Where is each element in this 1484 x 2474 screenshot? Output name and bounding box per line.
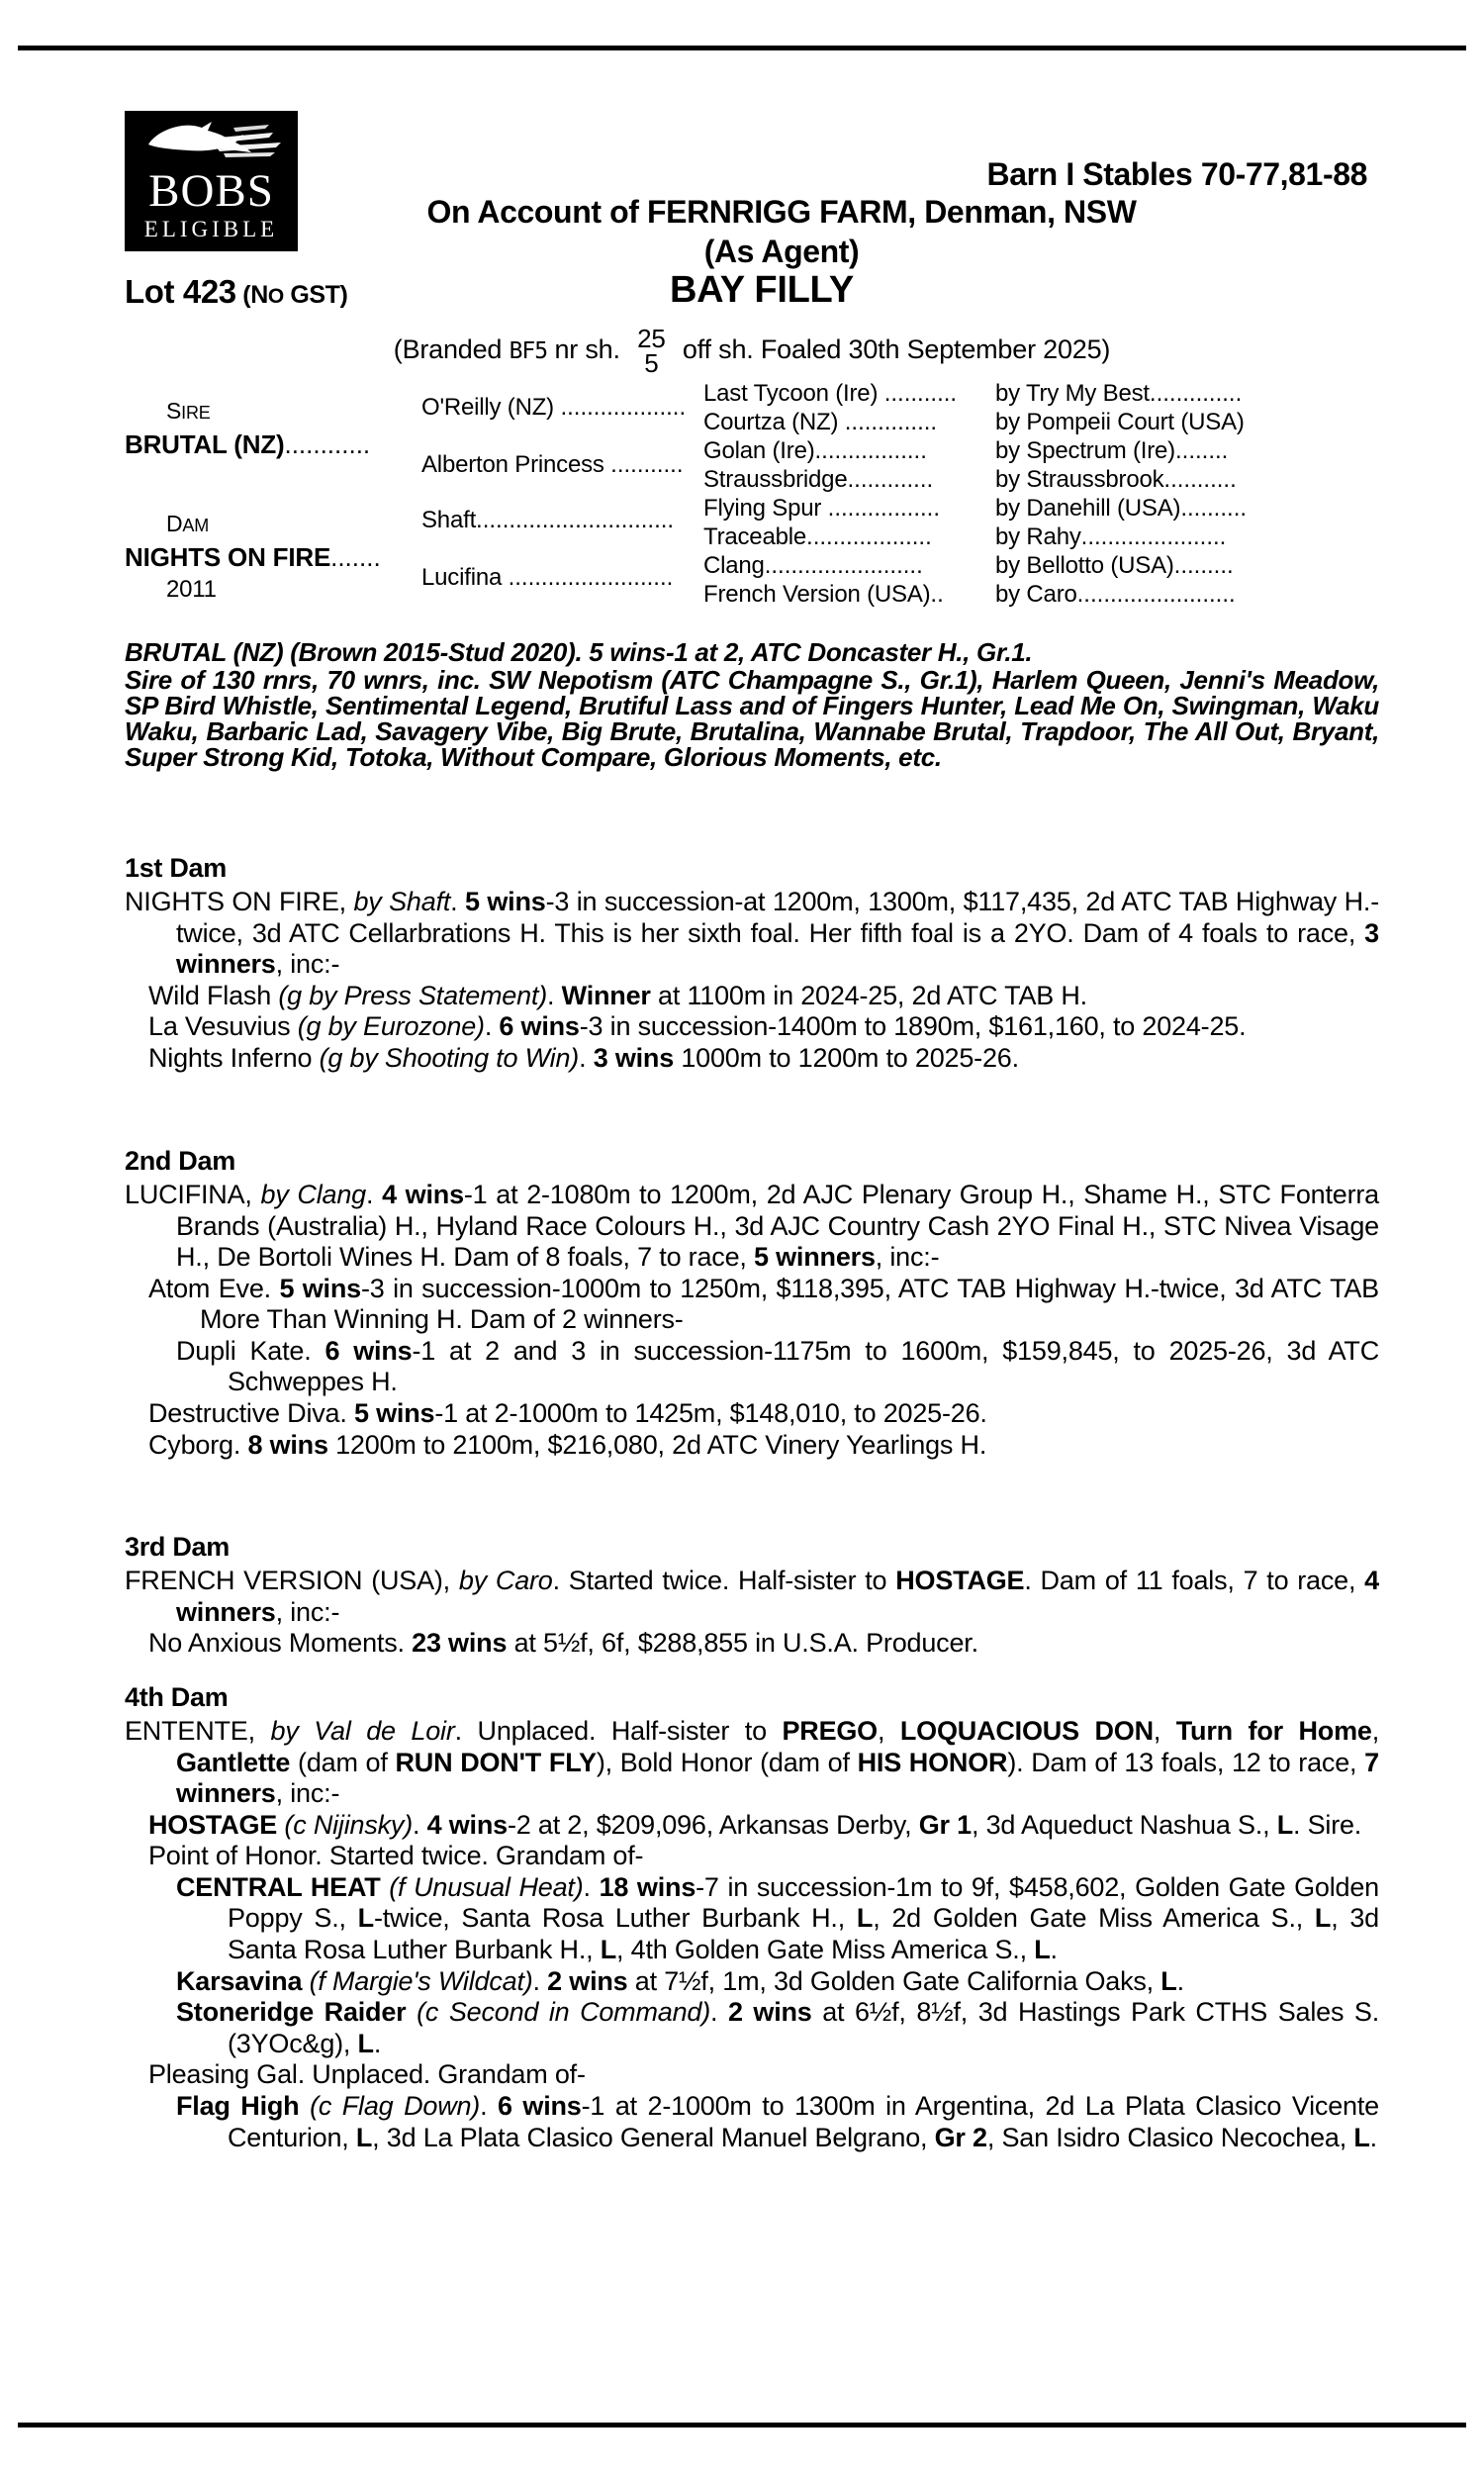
dam-main-entry: FRENCH VERSION (USA), by Caro. Started twice. Half-sister to HOSTAGE. Dam of 11 foals, 7 to race, 4 winners, inc:- [125,1566,1379,1627]
pedigree-cell: Traceable................... [703,523,932,550]
sire-performance-note [125,639,1379,772]
sire-note-line-2: Sire of 130 rnrs, 70 wnrs, inc. SW Nepotism (ATC Champagne S., Gr.1), Harlem Queen, Jenni's Meadow, SP Bird Whistle, Sentimental Legend, Brutiful Lass and of Fingers Hunter, Lead Me On, Swingman, Waku Waku, Barbaric Lad, Savagery Vibe, Big Brute, Brutalina, Wannabe Brutal, Trapdoor, The All Out, Bryant, Super Strong Kid, Totoka, Without Compare, Glorious Moments, etc. [125,665,1379,772]
pedigree-cell: O'Reilly (NZ) ................... [421,394,687,421]
logo-wordmark: BOBS [148,165,274,217]
second-dam-section [125,1146,1379,1461]
brand-numerator: 25 [637,324,666,353]
progeny-entry: La Vesuvius (g by Eurozone). 6 wins-3 in succession-1400m to 1890m, $161,160, to 2024-25. [148,1011,1247,1042]
pedigree-cell: by Try My Best.............. [995,380,1243,407]
pedigree-cell: by Caro........................ [995,581,1236,608]
dam-label: DAM [166,511,210,536]
progeny-entry: Point of Honor. Started twice. Grandam of- [148,1841,644,1871]
progeny-entry: CENTRAL HEAT (f Unusual Heat). 18 wins-7 in succession-1m to 9f, $458,602, Golden Gate Golden Poppy S., L-twice, Santa Rosa Luther Burbank H., L, 2d Golden Gate Miss America S., L, 3d Santa Rosa Luther Burbank H., L, 4th Golden Gate Miss America S., L. [176,1871,1379,1965]
section-heading: 3rd Dam [125,1532,230,1562]
pedigree-cell: Shaft.............................. [421,507,675,533]
progeny-entry: HOSTAGE (c Nijinsky). 4 wins-2 at 2, $209,096, Arkansas Derby, Gr 1, 3d Aqueduct Nashua S., L. Sire. [148,1809,1362,1840]
page-top-rule [18,46,1466,50]
sire-note-line-1: BRUTAL (NZ) (Brown 2015-Stud 2020). 5 wins-1 at 2, ATC Doncaster H., Gr.1. [125,637,1033,667]
pedigree-cell: by Spectrum (Ire)........ [995,437,1229,464]
horse-head-icon [125,111,298,170]
brand-middle: nr sh. [554,334,620,365]
lot-number: Lot 423 [125,273,236,310]
pedigree-table [125,378,1381,616]
pedigree-cell: Courtza (NZ) .............. [703,409,938,435]
progeny-entry: Atom Eve. 5 wins-3 in succession-1000m to 1250m, $118,395, ATC TAB Highway H.-twice, 3d ATC TAB More Than Winning H. Dam of 2 winners- [148,1273,1379,1335]
foaling-text: off sh. Foaled 30th September 2025) [682,334,1111,365]
dam-main-entry: LUCIFINA, by Clang. 4 wins-1 at 2-1080m to 1200m, 2d AJC Plenary Group H., Shame H., STC Fonterra Brands (Australia) H., Hyland Race Colours H., 3d AJC Country Cash 2YO Final H., STC Nivea Visage H., De Bortoli Wines H. Dam of 8 foals, 7 to race, 5 winners, inc:- [125,1180,1379,1273]
section-heading: 4th Dam [125,1682,229,1712]
dam-main-entry: ENTENTE, by Val de Loir. Unplaced. Half-sister to PREGO, LOQUACIOUS DON, Turn for Home, Gantlette (dam of RUN DON'T FLY), Bold Honor (dam of HIS HONOR). Dam of 13 foals, 12 to race, 7 winners, inc:- [125,1716,1380,1809]
brand-prefix: (Branded [393,334,503,365]
logo-subtitle: ELIGIBLE [143,217,279,241]
pedigree-cell: Golan (Ire)................. [703,437,927,464]
progeny-entry: Pleasing Gal. Unplaced. Grandam of- [148,2059,586,2090]
pedigree-cell: by Pompeii Court (USA) [995,409,1245,435]
barn-stables-line: Barn I Stables 70-77,81-88 [986,156,1367,192]
progeny-entry: Karsavina (f Margie's Wildcat). 2 wins at 7½f, 1m, 3d Golden Gate California Oaks, L. [176,1965,1184,1996]
progeny-entry: Destructive Diva. 5 wins-1 at 2-1000m to 1425m, $148,010, to 2025-26. [148,1398,987,1429]
pedigree-cell: by Danehill (USA).......... [995,495,1248,522]
progeny-entry: No Anxious Moments. 23 wins at 5½f, 6f, $288,855 in U.S.A. Producer. [148,1628,978,1659]
sire-name: BRUTAL (NZ)............ [125,429,371,459]
page-bottom-rule [18,2423,1466,2427]
as-agent-line: (As Agent) [703,234,860,269]
pedigree-cell: by Bellotto (USA)......... [995,552,1234,579]
account-line: On Account of FERNRIGG FARM, Denman, NSW [426,194,1137,230]
brand-fraction [637,324,666,379]
sire-label: SIRE [166,398,211,424]
progeny-entry: Cyborg. 8 wins 1200m to 2100m, $216,080, 2d ATC Vinery Yearlings H. [148,1429,987,1460]
pedigree-cell: Alberton Princess ........... [421,451,684,478]
progeny-entry: Flag High (c Flag Down). 6 wins-1 at 2-1000m to 1300m in Argentina, 2d La Plata Clasico Vicente Centurion, L, 3d La Plata Clasico General Manuel Belgrano, Gr 2, San Isidro Clasico Necochea, L. [176,2090,1379,2152]
pedigree-cell: Straussbridge............. [703,466,934,493]
pedigree-cell: by Rahy...................... [995,523,1227,550]
brand-and-foaling-line [0,324,1484,379]
page-title: BAY FILLY [670,269,854,311]
fourth-dam-section [125,1682,1379,2153]
pedigree-cell: Clang........................ [703,552,923,579]
progeny-entry: Wild Flash (g by Press Statement). Winner at 1100m in 2024-25, 2d ATC TAB H. [148,980,1087,1010]
dam-year: 2011 [166,576,217,603]
progeny-entry: Dupli Kate. 6 wins-1 at 2 and 3 in succession-1175m to 1600m, $159,845, to 2025-26, 3d ATC Schweppes H. [176,1335,1379,1397]
brand-denominator: 5 [644,348,659,379]
brand-mark: BF5 [509,338,548,365]
third-dam-section [125,1532,1379,1660]
dam-main-entry: NIGHTS ON FIRE, by Shaft. 5 wins-3 in succession-at 1200m, 1300m, $117,435, 2d ATC TAB Highway H.-twice, 3d ATC Cellarbrations H. This is her sixth foal. Her fifth foal is a 2YO. Dam of 4 foals to race, 3 winners, inc:- [125,887,1379,980]
section-heading: 1st Dam [125,853,227,883]
pedigree-cell: French Version (USA).. [703,581,944,608]
pedigree-cell: by Straussbrook........... [995,466,1237,493]
dam-name: NIGHTS ON FIRE....... [125,542,381,572]
pedigree-cell: Last Tycoon (Ire) ........... [703,380,958,407]
pedigree-cell: Flying Spur ................. [703,495,941,522]
section-heading: 2nd Dam [125,1146,235,1176]
progeny-entry: Stoneridge Raider (c Second in Command). 2 wins at 6½f, 8½f, 3d Hastings Park CTHS Sales S. (3YOc&g), L. [176,1997,1379,2058]
progeny-entry: Nights Inferno (g by Shooting to Win). 3 wins 1000m to 1200m to 2025-26. [148,1042,1019,1073]
no-gst-note: (NO GST) [235,281,348,309]
pedigree-cell: Lucifina ......................... [421,564,674,591]
first-dam-section [125,853,1379,1074]
